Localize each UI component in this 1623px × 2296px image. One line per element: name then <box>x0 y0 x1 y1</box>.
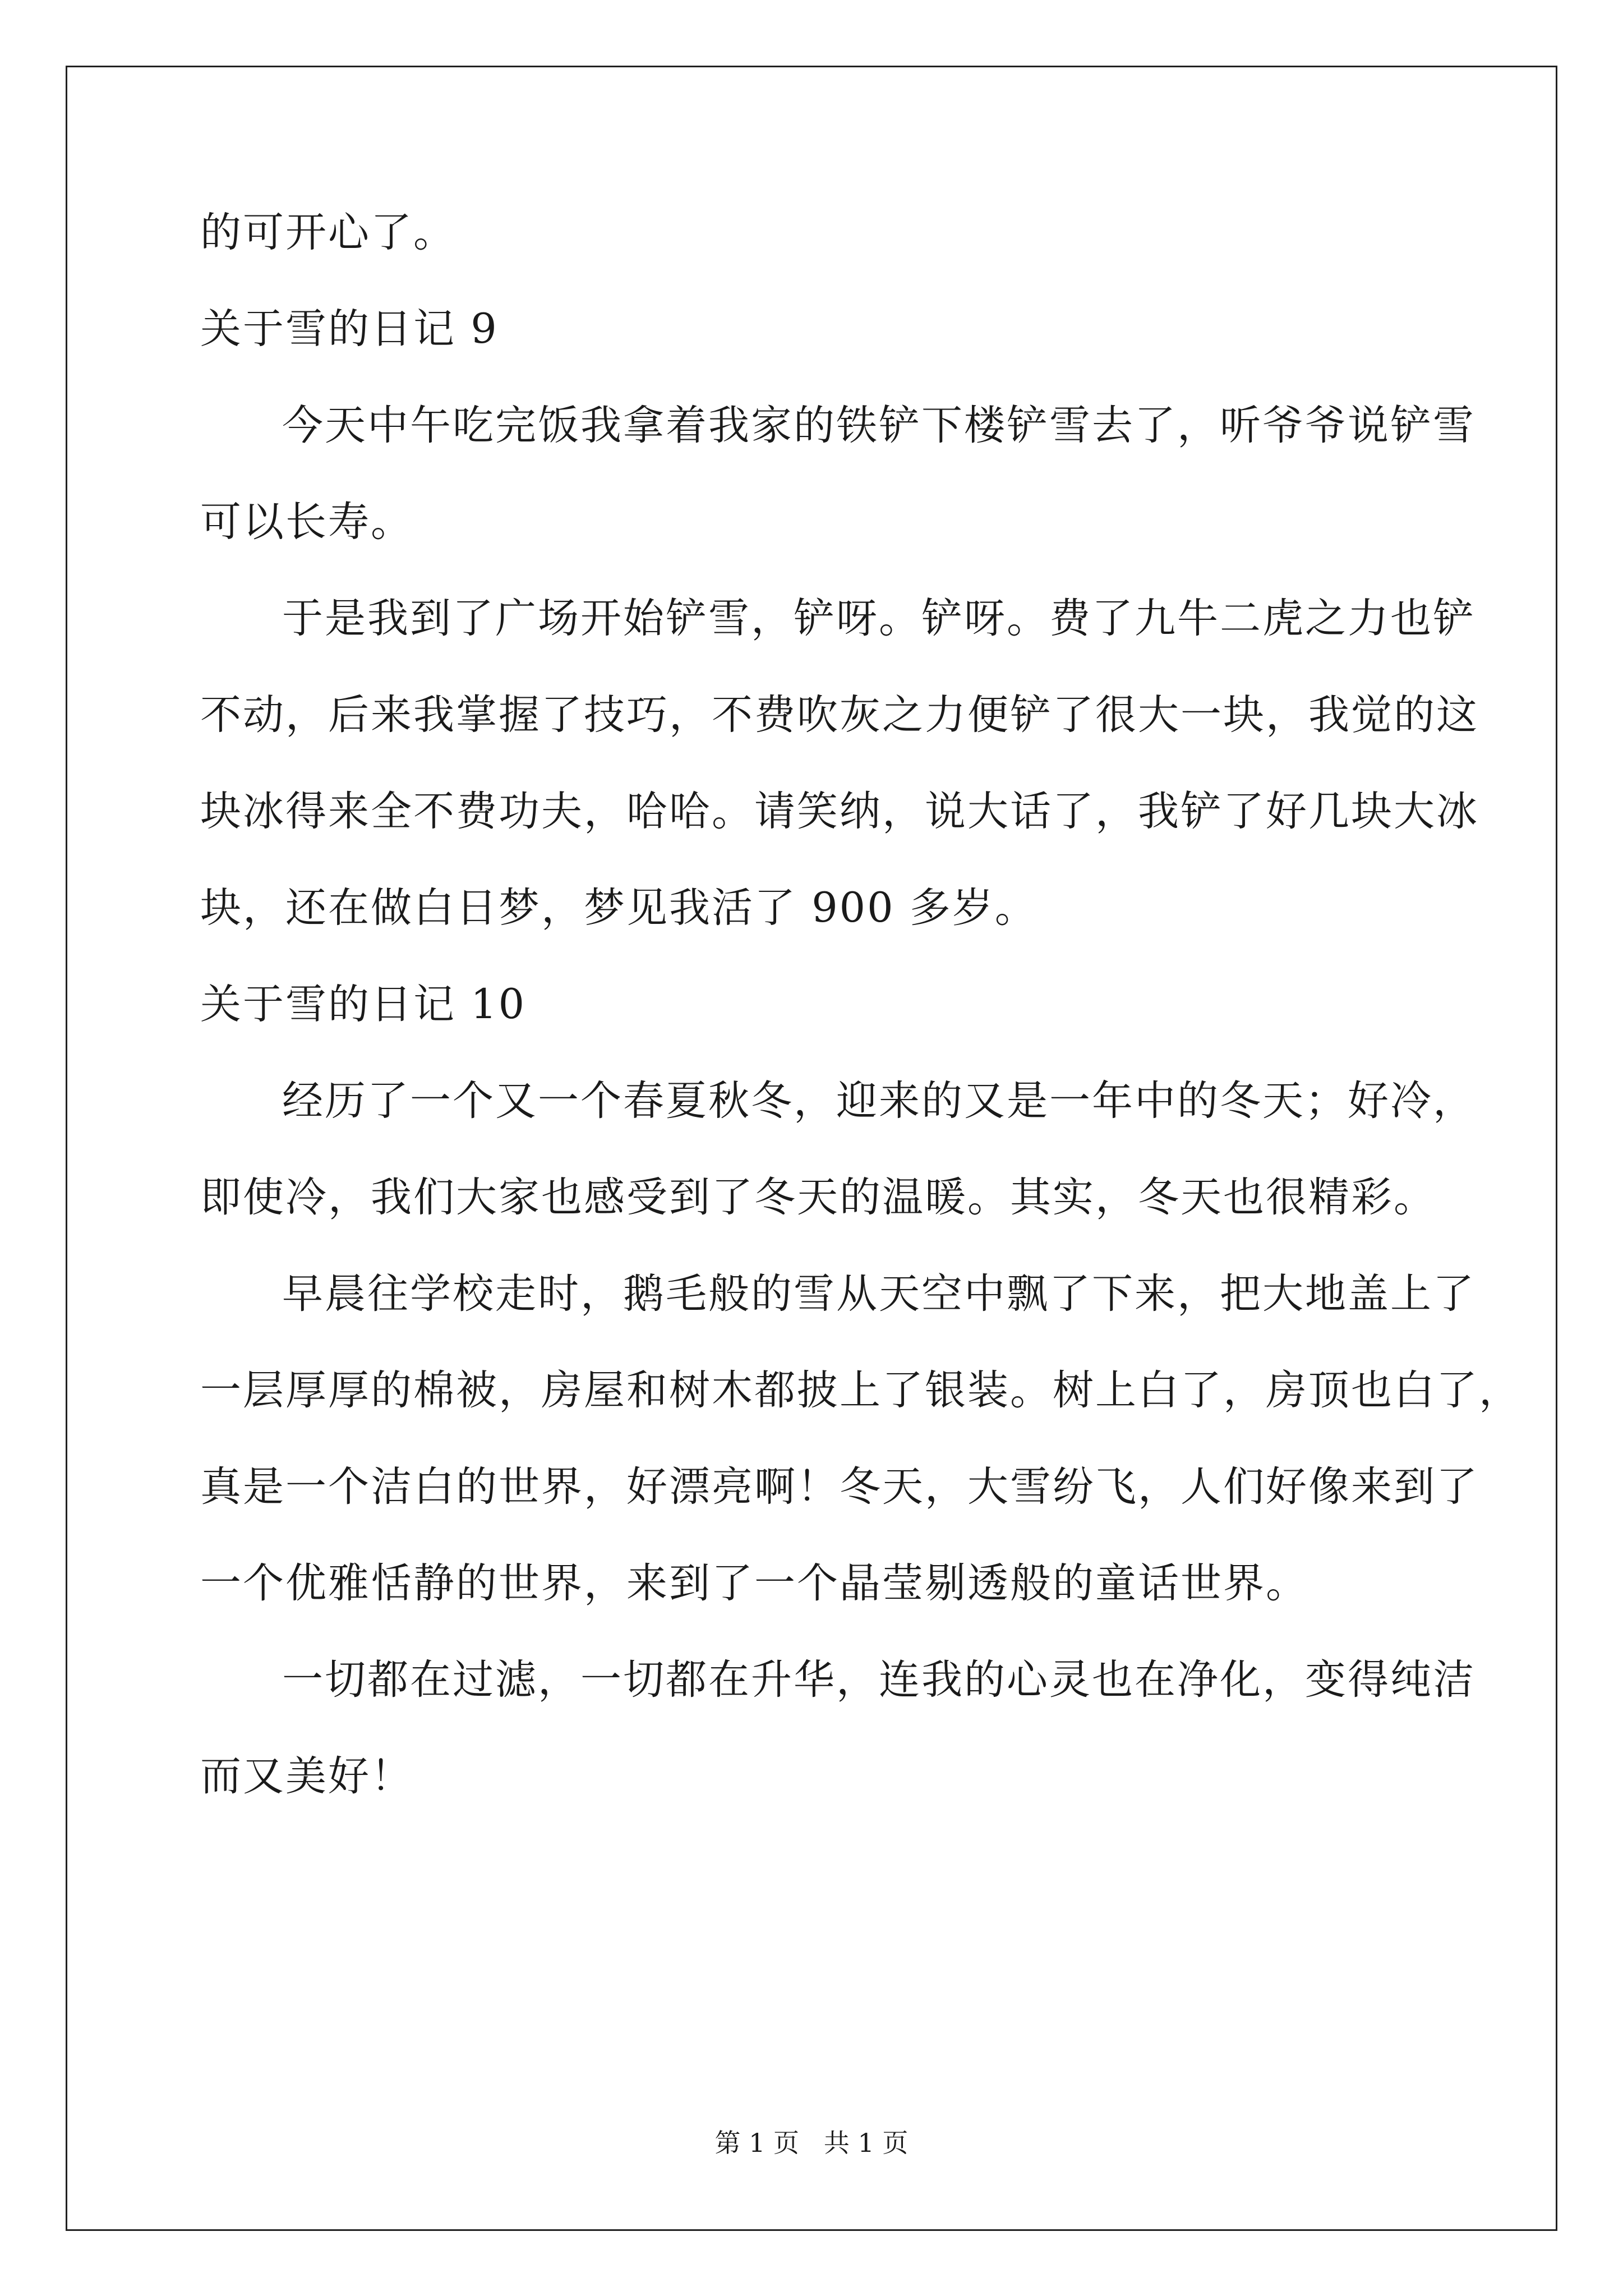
text-line: 的可开心了。 <box>200 209 456 256</box>
section-heading: 关于雪的日记 9 <box>200 305 499 353</box>
text-line: 一个优雅恬静的世界，来到了一个晶莹剔透般的童话世界。 <box>200 1559 1308 1607</box>
text-line: 不动，后来我掌握了技巧，不费吹灰之力便铲了很大一块，我觉的这 <box>200 691 1479 739</box>
section-heading: 关于雪的日记 10 <box>200 981 527 1028</box>
page-border <box>66 66 1557 2231</box>
page-footer: 第 1 页 共 1 页 <box>714 2128 909 2158</box>
text-line: 可以长寿。 <box>200 498 413 546</box>
text-line: 真是一个洁白的世界，好漂亮啊！冬天，大雪纷飞，人们好像来到了 <box>200 1463 1479 1511</box>
text-line: 经历了一个又一个春夏秋冬，迎来的又是一年中的冬天；好冷， <box>282 1077 1476 1125</box>
text-line: 早晨往学校走时，鹅毛般的雪从天空中飘了下来，把大地盖上了 <box>282 1270 1476 1318</box>
text-line: 块冰得来全不费功夫，哈哈。请笑纳，说大话了，我铲了好几块大冰 <box>200 788 1479 835</box>
text-line: 即使冷，我们大家也感受到了冬天的温暖。其实，冬天也很精彩。 <box>200 1174 1436 1221</box>
text-line: 一切都在过滤，一切都在升华，连我的心灵也在净化，变得纯洁 <box>282 1656 1476 1704</box>
text-line: 于是我到了广场开始铲雪，铲呀。铲呀。费了九牛二虎之力也铲 <box>282 595 1476 642</box>
text-line: 块，还在做白日梦，梦见我活了 900 多岁。 <box>200 884 1038 932</box>
text-line: 一层厚厚的棉被，房屋和树木都披上了银装。树上白了，房顶也白了， <box>200 1366 1521 1414</box>
text-line: 今天中午吃完饭我拿着我家的铁铲下楼铲雪去了，听爷爷说铲雪 <box>282 402 1476 449</box>
text-line: 而又美好！ <box>200 1752 413 1800</box>
